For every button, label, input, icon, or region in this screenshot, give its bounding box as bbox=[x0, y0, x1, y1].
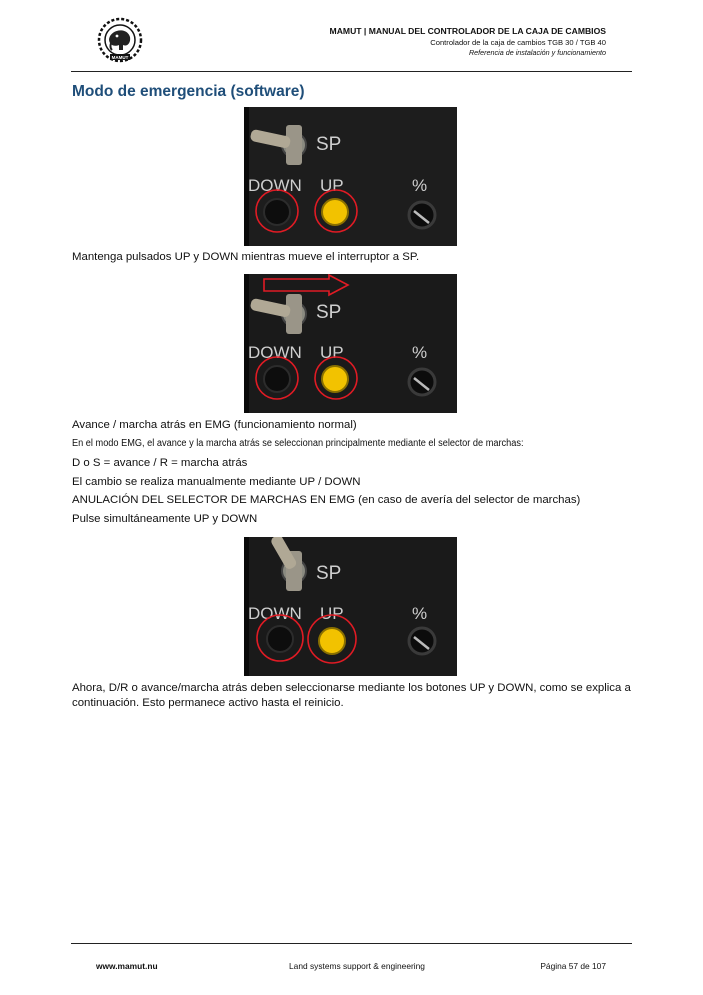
paragraph-emg-description: En el modo EMG, el avance y la marcha atrás se seleccionan principalmente mediante el selector de marchas: bbox=[72, 438, 524, 449]
panel-label-up: UP bbox=[320, 604, 344, 623]
down-button bbox=[267, 626, 293, 652]
panel-label-sp: SP bbox=[316, 563, 342, 584]
panel-label-up: UP bbox=[320, 176, 344, 195]
header-subtitle: Controlador de la caja de cambios TGB 30 / TGB 40 bbox=[430, 38, 606, 47]
footer-tagline: Land systems support & engineering bbox=[289, 961, 425, 971]
panel-label-sp: SP bbox=[316, 134, 342, 155]
panel-label-down: DOWN bbox=[248, 176, 302, 195]
paragraph-override: ANULACIÓN DEL SELECTOR DE MARCHAS EN EMG (en caso de avería del selector de marchas) bbox=[72, 494, 581, 506]
percent-knob bbox=[409, 202, 435, 228]
section-title: Modo de emergencia (software) bbox=[72, 83, 305, 100]
up-button bbox=[322, 199, 348, 225]
paragraph-manual-shift: El cambio se realiza manualmente mediante UP / DOWN bbox=[72, 476, 361, 488]
paragraph-emg-title: Avance / marcha atrás en EMG (funcionamiento normal) bbox=[72, 419, 357, 431]
up-button bbox=[319, 628, 345, 654]
svg-text:MAMUT: MAMUT bbox=[111, 55, 129, 60]
paragraph-conclusion: Ahora, D/R o avance/marcha atrás deben seleccionarse mediante los botones UP y DOWN, como se explica a continuación. Esto permanece activo hasta el reinicio. bbox=[72, 682, 631, 709]
paragraph-press-both: Pulse simultáneamente UP y DOWN bbox=[72, 513, 258, 525]
footer-website-link[interactable]: www.mamut.nu bbox=[96, 961, 158, 971]
header-subtitle-italic: Referencia de instalación y funcionamiento bbox=[468, 48, 606, 57]
panel-photo-3 bbox=[244, 537, 457, 676]
header-title: MAMUT | MANUAL DEL CONTROLADOR DE LA CAJA DE CAMBIOS bbox=[329, 26, 606, 36]
panel-label-percent: % bbox=[412, 343, 428, 362]
panel-label-down: DOWN bbox=[248, 343, 302, 362]
footer-page-number: Página 57 de 107 bbox=[540, 961, 606, 971]
paragraph-hold-buttons: Mantenga pulsados UP y DOWN mientras mueve el interruptor a SP. bbox=[72, 251, 420, 263]
panel-photo-1 bbox=[244, 107, 457, 246]
panel-label-sp: SP bbox=[316, 302, 342, 323]
down-button bbox=[264, 366, 290, 392]
footer-divider bbox=[71, 943, 632, 944]
panel-label-up: UP bbox=[320, 343, 344, 362]
panel-label-down: DOWN bbox=[248, 604, 302, 623]
percent-knob bbox=[409, 369, 435, 395]
header-divider bbox=[71, 71, 632, 72]
percent-knob bbox=[409, 628, 435, 654]
paragraph-direction: D o S = avance / R = marcha atrás bbox=[72, 457, 248, 469]
panel-label-percent: % bbox=[412, 176, 428, 195]
panel-photo-2 bbox=[244, 274, 457, 413]
panel-label-percent: % bbox=[412, 604, 428, 623]
mamut-logo bbox=[95, 17, 145, 63]
up-button bbox=[322, 366, 348, 392]
down-button bbox=[264, 199, 290, 225]
